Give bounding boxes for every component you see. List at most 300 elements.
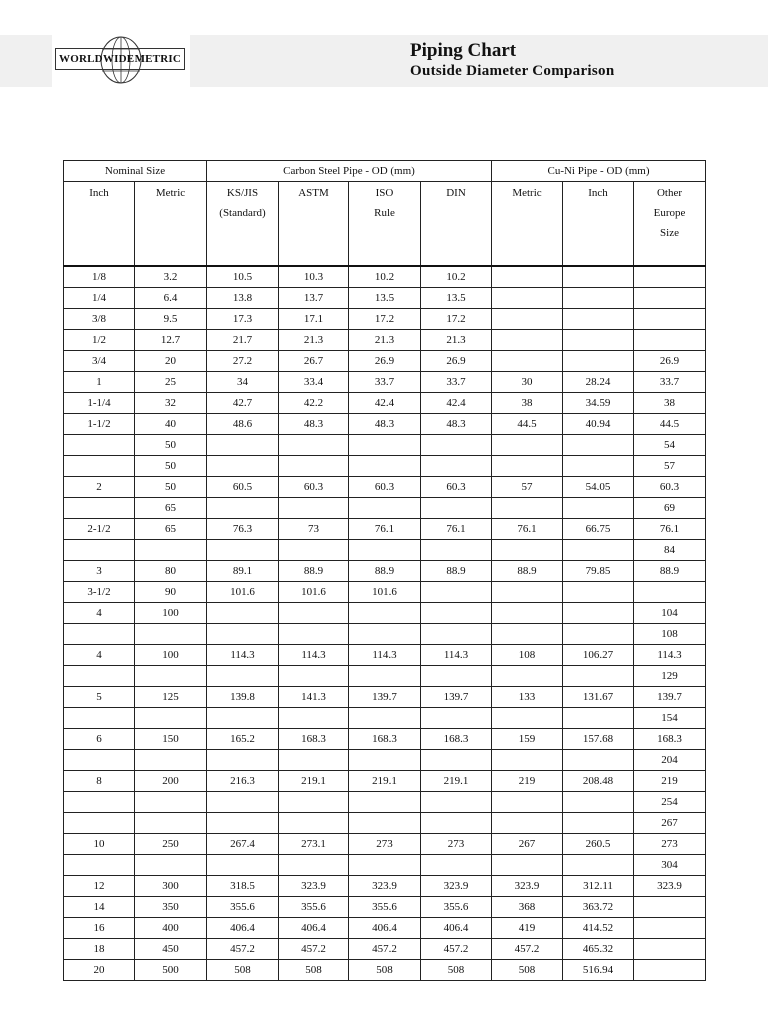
table-cell: 3.2	[135, 266, 207, 288]
table-cell	[207, 540, 279, 561]
table-cell: 8	[64, 771, 135, 792]
table-cell	[207, 435, 279, 456]
table-cell: 1-1/2	[64, 414, 135, 435]
table-cell: 48.6	[207, 414, 279, 435]
table-cell	[492, 708, 563, 729]
column-header	[279, 182, 349, 267]
table-cell: 32	[135, 393, 207, 414]
table-cell: 114.3	[421, 645, 492, 666]
table-cell: 219	[634, 771, 706, 792]
table-cell	[421, 435, 492, 456]
table-cell	[563, 603, 634, 624]
column-header-line: Size	[660, 227, 679, 239]
table-cell	[492, 792, 563, 813]
table-cell: 168.3	[279, 729, 349, 750]
table-cell: 18	[64, 939, 135, 960]
table-cell	[421, 582, 492, 603]
table-cell	[135, 666, 207, 687]
table-row	[64, 645, 706, 666]
table-cell	[279, 456, 349, 477]
table-cell	[349, 540, 421, 561]
table-row	[64, 351, 706, 372]
table-cell: 323.9	[279, 876, 349, 897]
table-cell	[349, 456, 421, 477]
table-cell: 323.9	[634, 876, 706, 897]
table-cell: 50	[135, 477, 207, 498]
table-cell: 76.3	[207, 519, 279, 540]
table-cell	[64, 750, 135, 771]
table-row	[64, 477, 706, 498]
table-cell: 73	[279, 519, 349, 540]
table-cell: 125	[135, 687, 207, 708]
table-cell: 219.1	[279, 771, 349, 792]
table-cell: 355.6	[279, 897, 349, 918]
table-cell	[207, 792, 279, 813]
column-header-line: Inch	[588, 187, 608, 199]
table-cell: 273	[421, 834, 492, 855]
table-cell: 17.1	[279, 309, 349, 330]
column-header-line: ISO	[375, 187, 394, 199]
table-cell	[279, 750, 349, 771]
table-cell: 3/4	[64, 351, 135, 372]
table-cell: 42.7	[207, 393, 279, 414]
table-cell: 108	[492, 645, 563, 666]
table-cell: 26.9	[349, 351, 421, 372]
table-cell: 508	[492, 960, 563, 981]
table-cell: 300	[135, 876, 207, 897]
table-cell	[563, 288, 634, 309]
table-cell	[279, 624, 349, 645]
table-cell: 60.3	[279, 477, 349, 498]
table-cell	[349, 498, 421, 519]
table-cell: 13.5	[349, 288, 421, 309]
table-cell	[634, 939, 706, 960]
table-cell: 323.9	[492, 876, 563, 897]
table-cell	[421, 792, 492, 813]
table-row	[64, 540, 706, 561]
table-cell: 76.1	[492, 519, 563, 540]
table-cell: 28.24	[563, 372, 634, 393]
table-cell: 5	[64, 687, 135, 708]
table-cell: 323.9	[349, 876, 421, 897]
table-cell	[492, 624, 563, 645]
table-cell	[492, 666, 563, 687]
table-cell: 139.7	[421, 687, 492, 708]
table-cell: 60.3	[349, 477, 421, 498]
table-cell: 33.7	[421, 372, 492, 393]
table-cell: 38	[492, 393, 563, 414]
table-cell	[492, 582, 563, 603]
table-cell: 4	[64, 603, 135, 624]
table-cell: 114.3	[207, 645, 279, 666]
table-cell	[492, 330, 563, 351]
table-cell	[64, 540, 135, 561]
table-cell: 108	[634, 624, 706, 645]
table-cell: 419	[492, 918, 563, 939]
group-carbon-steel: Carbon Steel Pipe - OD (mm)	[207, 161, 492, 182]
table-cell: 13.8	[207, 288, 279, 309]
table-row	[64, 792, 706, 813]
table-cell: 304	[634, 855, 706, 876]
table-cell: 21.3	[421, 330, 492, 351]
table-row	[64, 897, 706, 918]
table-cell	[279, 855, 349, 876]
table-cell	[279, 666, 349, 687]
column-header-line: Other	[656, 187, 683, 199]
table-cell	[563, 792, 634, 813]
table-cell: 457.2	[279, 939, 349, 960]
table-cell: 267	[492, 834, 563, 855]
table-cell: 355.6	[349, 897, 421, 918]
table-cell: 60.5	[207, 477, 279, 498]
table-cell	[279, 603, 349, 624]
table-row	[64, 729, 706, 750]
table-cell: 406.4	[421, 918, 492, 939]
table-cell: 21.3	[279, 330, 349, 351]
table-cell	[421, 708, 492, 729]
table-cell	[563, 266, 634, 288]
table-cell	[563, 330, 634, 351]
table-cell	[563, 435, 634, 456]
table-cell: 450	[135, 939, 207, 960]
table-cell	[64, 813, 135, 834]
table-cell: 350	[135, 897, 207, 918]
table-cell	[563, 666, 634, 687]
table-cell	[563, 624, 634, 645]
table-row	[64, 918, 706, 939]
table-cell: 44.5	[634, 414, 706, 435]
table-cell: 76.1	[421, 519, 492, 540]
table-cell: 165.2	[207, 729, 279, 750]
table-cell: 1/4	[64, 288, 135, 309]
column-header	[64, 182, 135, 267]
table-row	[64, 266, 706, 288]
piping-chart-table	[63, 160, 706, 981]
table-cell: 88.9	[279, 561, 349, 582]
table-cell: 414.52	[563, 918, 634, 939]
table-cell: 42.2	[279, 393, 349, 414]
table-cell: 3-1/2	[64, 582, 135, 603]
table-cell	[563, 309, 634, 330]
column-header	[135, 182, 207, 267]
table-cell	[492, 750, 563, 771]
table-cell	[349, 813, 421, 834]
world-wide-metric-logo	[52, 35, 190, 87]
table-cell	[279, 435, 349, 456]
table-cell: 141.3	[279, 687, 349, 708]
table-cell	[135, 792, 207, 813]
table-cell: 33.7	[634, 372, 706, 393]
table-cell: 6.4	[135, 288, 207, 309]
table-row	[64, 498, 706, 519]
group-header-row	[64, 161, 706, 182]
table-cell: 406.4	[279, 918, 349, 939]
table-cell: 101.6	[279, 582, 349, 603]
table-cell	[349, 855, 421, 876]
table-cell: 3	[64, 561, 135, 582]
table-row	[64, 750, 706, 771]
table-cell: 89.1	[207, 561, 279, 582]
column-header-line: Rule	[374, 207, 395, 219]
table-cell	[563, 540, 634, 561]
table-cell	[349, 603, 421, 624]
table-cell: 34.59	[563, 393, 634, 414]
table-cell	[421, 603, 492, 624]
table-row	[64, 960, 706, 981]
table-row	[64, 813, 706, 834]
table-cell: 250	[135, 834, 207, 855]
table-cell: 457.2	[349, 939, 421, 960]
table-cell: 1-1/4	[64, 393, 135, 414]
column-header	[207, 182, 279, 267]
table-row	[64, 372, 706, 393]
column-header-line: (Standard)	[219, 207, 266, 219]
table-cell: 4	[64, 645, 135, 666]
table-cell	[135, 540, 207, 561]
table-cell: 129	[634, 666, 706, 687]
table-cell	[421, 456, 492, 477]
table-cell: 88.9	[634, 561, 706, 582]
table-cell: 139.7	[634, 687, 706, 708]
table-cell: 76.1	[349, 519, 421, 540]
table-cell: 84	[634, 540, 706, 561]
table-cell: 159	[492, 729, 563, 750]
table-cell: 267	[634, 813, 706, 834]
table-cell: 13.7	[279, 288, 349, 309]
table-row	[64, 309, 706, 330]
table-cell: 204	[634, 750, 706, 771]
table-cell	[563, 582, 634, 603]
table-cell: 57	[492, 477, 563, 498]
table-cell: 30	[492, 372, 563, 393]
table-cell	[135, 750, 207, 771]
table-cell	[135, 624, 207, 645]
table-cell: 54	[634, 435, 706, 456]
table-cell: 10.5	[207, 266, 279, 288]
table-cell: 216.3	[207, 771, 279, 792]
table-cell: 465.32	[563, 939, 634, 960]
table-cell	[135, 708, 207, 729]
table-cell: 312.11	[563, 876, 634, 897]
table-cell	[563, 498, 634, 519]
table-cell: 101.6	[207, 582, 279, 603]
table-cell: 34	[207, 372, 279, 393]
table-cell	[634, 309, 706, 330]
table-cell	[349, 666, 421, 687]
table-cell: 101.6	[349, 582, 421, 603]
table-cell	[492, 309, 563, 330]
table-cell	[492, 540, 563, 561]
table-cell	[634, 266, 706, 288]
table-cell: 26.7	[279, 351, 349, 372]
table-cell: 368	[492, 897, 563, 918]
table-cell	[492, 603, 563, 624]
table-cell: 406.4	[207, 918, 279, 939]
table-cell	[421, 750, 492, 771]
table-cell: 457.2	[492, 939, 563, 960]
table-cell: 12.7	[135, 330, 207, 351]
table-cell	[207, 708, 279, 729]
table-cell: 27.2	[207, 351, 279, 372]
table-cell: 26.9	[634, 351, 706, 372]
table-row	[64, 771, 706, 792]
table-cell: 26.9	[421, 351, 492, 372]
logo-word-world: WORLD	[59, 53, 103, 65]
table-cell: 100	[135, 645, 207, 666]
table-cell	[634, 288, 706, 309]
table-cell	[421, 498, 492, 519]
table-cell: 12	[64, 876, 135, 897]
table-cell: 1/2	[64, 330, 135, 351]
table-cell: 79.85	[563, 561, 634, 582]
table-cell: 65	[135, 498, 207, 519]
table-cell	[64, 792, 135, 813]
table-row	[64, 435, 706, 456]
table-cell: 406.4	[349, 918, 421, 939]
table-cell	[349, 435, 421, 456]
table-cell	[492, 456, 563, 477]
table-cell: 20	[64, 960, 135, 981]
column-header-line: DIN	[446, 187, 466, 199]
logo-word-wide: WIDE	[102, 53, 135, 65]
table-cell: 42.4	[421, 393, 492, 414]
table-cell: 3/8	[64, 309, 135, 330]
table-cell	[207, 498, 279, 519]
column-header-line: Europe	[653, 207, 686, 219]
table-cell: 100	[135, 603, 207, 624]
table-cell	[207, 456, 279, 477]
table-cell: 17.2	[349, 309, 421, 330]
table-cell: 508	[349, 960, 421, 981]
table-cell: 400	[135, 918, 207, 939]
table-cell: 25	[135, 372, 207, 393]
table-row	[64, 834, 706, 855]
table-cell: 133	[492, 687, 563, 708]
table-cell	[492, 813, 563, 834]
table-row	[64, 393, 706, 414]
table-cell	[64, 666, 135, 687]
group-nominal-size: Nominal Size	[64, 161, 207, 182]
table-cell	[207, 855, 279, 876]
table-cell	[349, 624, 421, 645]
table-cell: 457.2	[207, 939, 279, 960]
table-cell: 114.3	[279, 645, 349, 666]
table-cell: 40.94	[563, 414, 634, 435]
table-cell	[279, 708, 349, 729]
table-cell: 21.3	[349, 330, 421, 351]
table-cell: 65	[135, 519, 207, 540]
table-cell: 104	[634, 603, 706, 624]
table-cell	[279, 813, 349, 834]
table-cell: 10.2	[421, 266, 492, 288]
table-cell	[279, 540, 349, 561]
table-cell	[64, 624, 135, 645]
column-header-line: Inch	[89, 187, 109, 199]
table-row	[64, 456, 706, 477]
table-cell: 50	[135, 456, 207, 477]
table-cell: 80	[135, 561, 207, 582]
table-cell: 157.68	[563, 729, 634, 750]
table-cell: 88.9	[349, 561, 421, 582]
table-row	[64, 939, 706, 960]
table-row	[64, 876, 706, 897]
table-cell: 2	[64, 477, 135, 498]
table-cell: 9.5	[135, 309, 207, 330]
table-cell	[563, 855, 634, 876]
table-cell: 38	[634, 393, 706, 414]
column-header-line: Metric	[512, 187, 542, 199]
table-cell: 267.4	[207, 834, 279, 855]
table-cell	[279, 792, 349, 813]
table-cell: 516.94	[563, 960, 634, 981]
table-cell: 260.5	[563, 834, 634, 855]
table-cell: 33.4	[279, 372, 349, 393]
table-cell	[492, 266, 563, 288]
table-cell	[349, 708, 421, 729]
table-cell: 20	[135, 351, 207, 372]
table-cell: 69	[634, 498, 706, 519]
table-cell: 508	[421, 960, 492, 981]
table-cell: 273.1	[279, 834, 349, 855]
table-cell	[207, 603, 279, 624]
table-cell: 66.75	[563, 519, 634, 540]
table-cell: 154	[634, 708, 706, 729]
table-cell: 500	[135, 960, 207, 981]
column-header	[421, 182, 492, 267]
table-cell: 323.9	[421, 876, 492, 897]
table-cell: 40	[135, 414, 207, 435]
table-cell: 2-1/2	[64, 519, 135, 540]
table-cell	[279, 498, 349, 519]
table-cell: 44.5	[492, 414, 563, 435]
table-cell	[492, 855, 563, 876]
table-cell	[349, 792, 421, 813]
table-cell: 60.3	[634, 477, 706, 498]
table-cell	[64, 855, 135, 876]
page-title: Piping Chart	[410, 40, 517, 61]
table-cell: 150	[135, 729, 207, 750]
table-cell: 139.8	[207, 687, 279, 708]
table-cell: 273	[349, 834, 421, 855]
table-cell	[207, 624, 279, 645]
column-header-line: KS/JIS	[226, 187, 259, 199]
table-cell	[492, 288, 563, 309]
table-row	[64, 561, 706, 582]
table-cell: 131.67	[563, 687, 634, 708]
table-cell	[634, 897, 706, 918]
table-cell: 88.9	[492, 561, 563, 582]
table-cell	[634, 960, 706, 981]
table-cell	[64, 498, 135, 519]
table-cell: 57	[634, 456, 706, 477]
table-cell: 219.1	[349, 771, 421, 792]
table-cell: 50	[135, 435, 207, 456]
table-row	[64, 519, 706, 540]
table-cell	[634, 330, 706, 351]
logo-bar	[55, 48, 185, 70]
table-cell: 48.3	[421, 414, 492, 435]
table-cell: 10	[64, 834, 135, 855]
table-cell: 219.1	[421, 771, 492, 792]
table-cell: 10.2	[349, 266, 421, 288]
table-row	[64, 666, 706, 687]
table-cell: 355.6	[207, 897, 279, 918]
table-cell: 168.3	[634, 729, 706, 750]
table-cell: 457.2	[421, 939, 492, 960]
table-cell	[207, 666, 279, 687]
table-cell: 17.2	[421, 309, 492, 330]
table-cell: 54.05	[563, 477, 634, 498]
